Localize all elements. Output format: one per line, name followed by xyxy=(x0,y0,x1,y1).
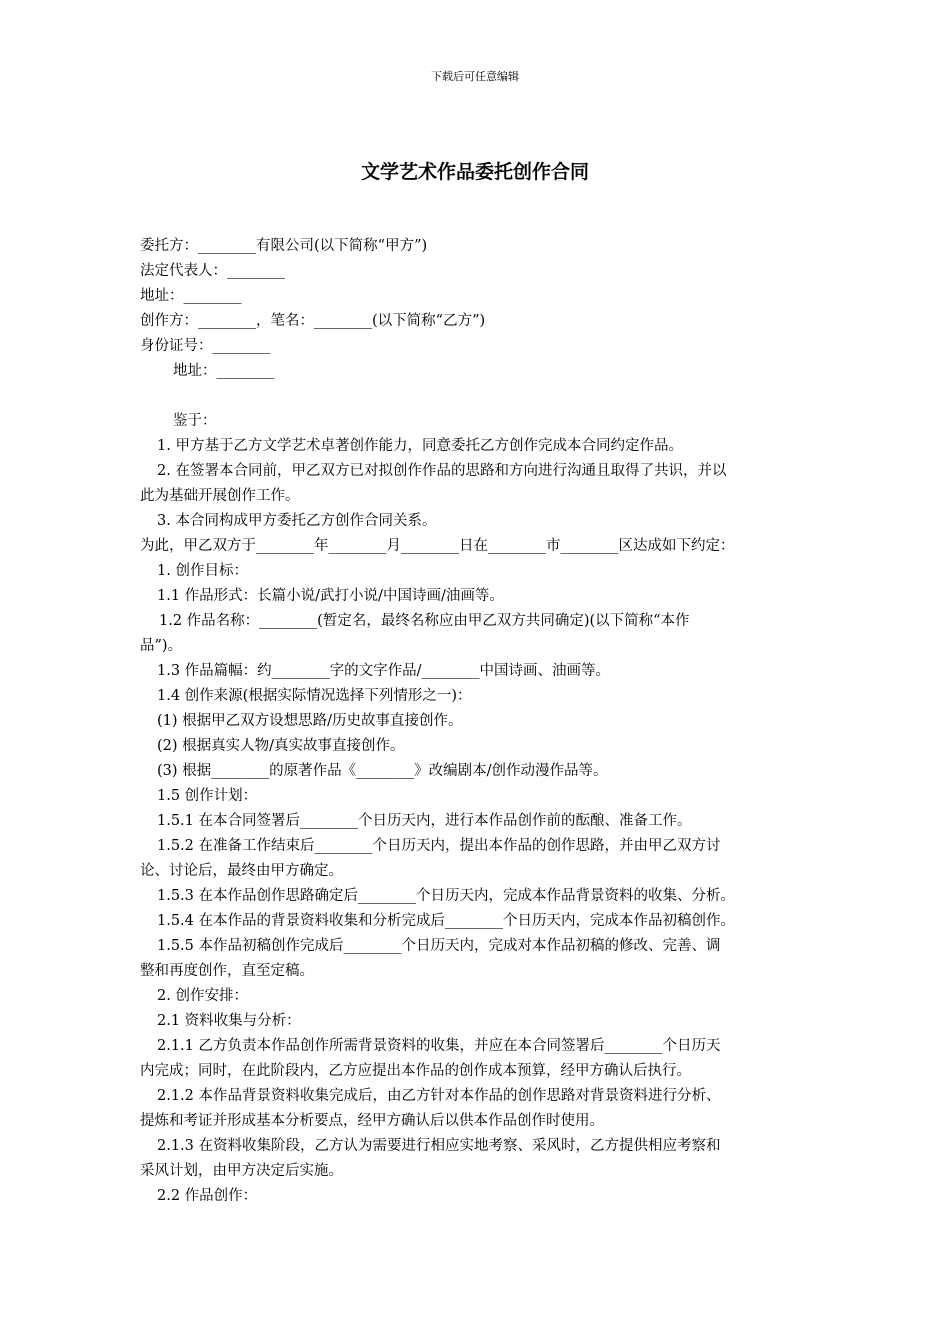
whereas-item: 1. 甲方基于乙方文学艺术卓著创作能力，同意委托乙方创作完成本合同约定作品。 xyxy=(157,438,683,454)
party-creator: 创作方：________，笔名：________(以下简称“乙方”) xyxy=(140,313,486,329)
clause-line-continued: 采风计划，由甲方决定后实施。 xyxy=(140,1163,343,1179)
page-header-note: 下载后可任意编辑 xyxy=(431,70,519,83)
clause-line: 1.5.1 在本合同签署后________个日历天内，进行本作品创作前的酝酿、准备工作。 xyxy=(157,813,692,829)
whereas-item: 2. 在签署本合同前，甲乙双方已对拟创作作品的思路和方向进行沟通且取得了共识，并以 xyxy=(157,463,727,479)
document-title: 文学艺术作品委托创作合同 xyxy=(360,161,589,183)
whereas-item-continued: 此为基础开展创作工作。 xyxy=(140,488,300,504)
party-creator-id: 身份证号：________ xyxy=(140,338,271,354)
whereas-item: 3. 本合同构成甲方委托乙方创作合同关系。 xyxy=(157,513,437,529)
party-client: 委托方：________有限公司(以下简称“甲方”) xyxy=(140,238,428,254)
clause-line: 1.5.3 在本作品创作思路确定后________个日历天内，完成本作品背景资料的收集、分析。 xyxy=(157,888,736,904)
contract-body xyxy=(140,234,812,1209)
clause-line: (1) 根据甲乙双方设想思路/历史故事直接创作。 xyxy=(157,713,463,729)
clause-line: 1.2 作品名称：________(暂定名，最终名称应由甲乙双方共同确定)(以下简称“本作 xyxy=(159,613,690,629)
clause-line: 1.5.5 本作品初稿创作完成后________个日历天内，完成对本作品初稿的修改、完善、调 xyxy=(157,938,721,954)
clause-line: 1.1 作品形式：长篇小说/武打小说/中国诗画/油画等。 xyxy=(157,588,504,604)
clause-line: 2.2 作品创作： xyxy=(157,1188,258,1204)
clause-line: 1.4 创作来源(根据实际情况选择下列情形之一)： xyxy=(157,688,472,704)
whereas-heading: 鉴于： xyxy=(173,413,217,429)
clause-heading: 1. 创作目标： xyxy=(157,563,248,579)
clause-line: 1.5.4 在本作品的背景资料收集和分析完成后________个日历天内，完成本作品初稿创作。 xyxy=(157,913,736,929)
agreement-intro: 为此，甲乙双方于________年________月________日在________市________区达成如下约定： xyxy=(140,538,735,554)
spacer xyxy=(140,384,812,409)
clause-heading: 2. 创作安排： xyxy=(157,988,248,1004)
clause-line: 1.3 作品篇幅：约________字的文字作品/________中国诗画、油画等。 xyxy=(157,663,611,679)
clause-line: 2.1.2 本作品背景资料收集完成后，由乙方针对本作品的创作思路对背景资料进行分析、 xyxy=(157,1088,721,1104)
clause-line-continued: 提炼和考证并形成基本分析要点，经甲方确认后以供本作品创作时使用。 xyxy=(140,1113,604,1129)
clause-line: 2.1.1 乙方负责本作品创作所需背景资料的收集，并应在本合同签署后________个日历天 xyxy=(157,1038,721,1054)
clause-line: (2) 根据真实人物/真实故事直接创作。 xyxy=(157,738,405,754)
party-legal-representative: 法定代表人：________ xyxy=(140,263,285,279)
clause-line: 2.1.3 在资料收集阶段，乙方认为需要进行相应实地考察、采风时，乙方提供相应考察和 xyxy=(157,1138,721,1154)
clause-line: (3) 根据________的原著作品《________》改编剧本/创作动漫作品等。 xyxy=(157,763,608,779)
clause-line-continued: 整和再度创作，直至定稿。 xyxy=(140,963,314,979)
clause-line: 1.5.2 在准备工作结束后________个日历天内，提出本作品的创作思路，并由甲乙双方讨 xyxy=(157,838,721,854)
clause-line-continued: 品”)。 xyxy=(140,638,183,654)
clause-line-continued: 论、讨论后，最终由甲方确定。 xyxy=(140,863,343,879)
party-client-address: 地址：________ xyxy=(140,288,242,304)
clause-line: 1.5 创作计划： xyxy=(157,788,258,804)
clause-line: 2.1 资料收集与分析： xyxy=(157,1013,301,1029)
clause-line-continued: 内完成；同时，在此阶段内，乙方应提出本作品的创作成本预算，经甲方确认后执行。 xyxy=(140,1063,691,1079)
party-creator-address: 地址：________ xyxy=(173,363,275,379)
